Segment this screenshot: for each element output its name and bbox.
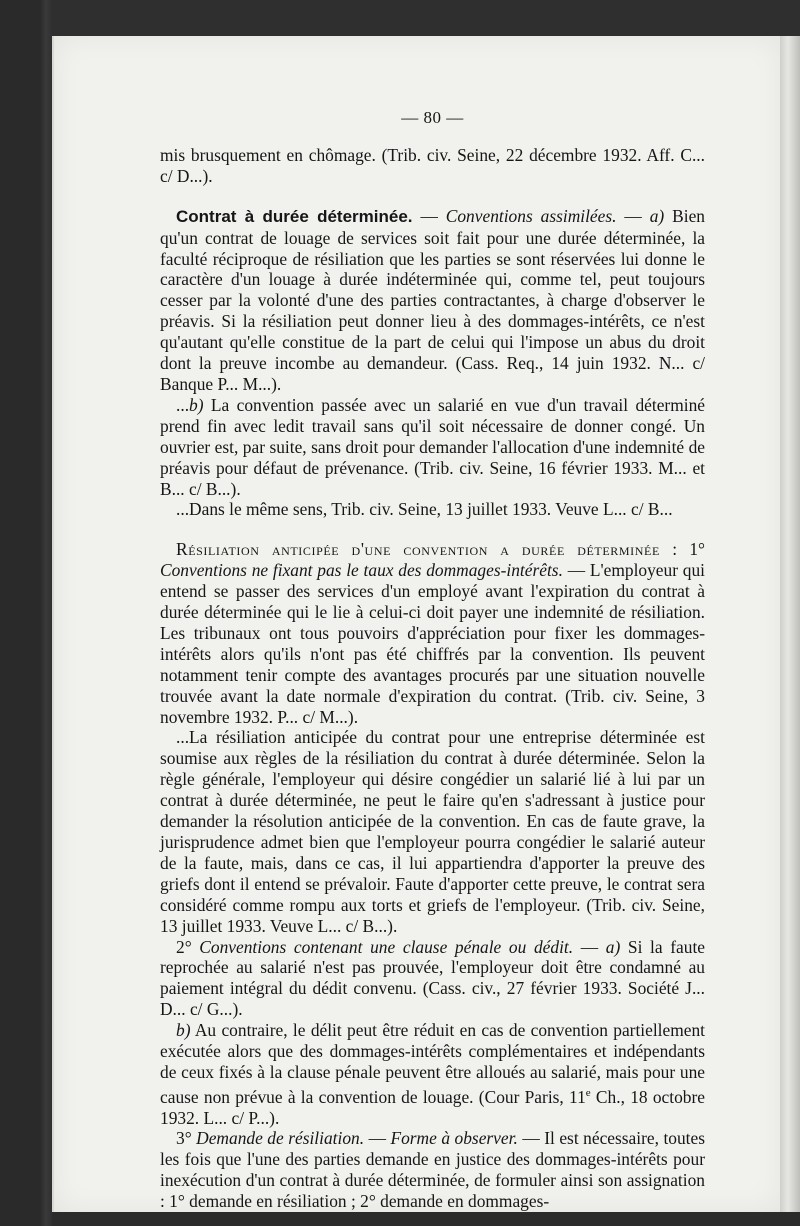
paragraph-text: Au contraire, le délit peut être réduit en cas de convention partiellement exécutée alors que des dommages-intérêts complémentaires et indépendants de ceux fixés à la clause pénale peuvent être alloués au salarié, mais pour une cause non prévue à la convention de louage. (Cour Paris, 11 [160,1020,705,1107]
paragraph-b-dedit [160,1020,705,1128]
section-heading: Résiliation anticipée d'une convention a durée déterminée : [176,539,678,560]
paragraph-text: Bien qu'un contrat de louage de services soit fait pour une durée déterminée, la faculté réciproque de résiliation que les parties se sont réservées lui donne le caractère d'un louage à durée indéterminée qui, comme tel, peut toujours cesser par la volonté d'une des parties contractantes, à charge d'observer le préavis. Si la résiliation peut donner lieu à des dommages-intérêts, ce n'est qu'autant qu'elle constitue de la part de celui qui l'impose un abus du droit dont la preuve incombe au demandeur. (Cass. Req., 14 juin 1932. N... c/ Banque P... M...). [160,205,706,394]
paragraph-text: La convention passée avec un salarié en vue d'un travail déterminé prend fin avec ledit travail sans qu'il soit nécessaire de donner congé. Un ouvrier est, par suite, sans droit pour demander l'allocation d'une indemnité de préavis pour défaut de prévenance. (Trib. civ. Seine, 16 février 1933. M... et B... c/ B...). [160,394,705,499]
section-subheading: Conventions assimilées. [445,205,617,226]
section-resiliation-anticipee [160,539,705,727]
item-letter: a) [649,205,665,226]
section-contrat-duree-determinee [160,206,705,395]
superscript: e [585,1086,591,1099]
page-number: — 80 — [401,108,464,127]
section-clause-penale [160,937,705,1021]
section-heading: Contrat à durée déterminée. [176,206,413,226]
item-letter: a) [605,936,621,957]
section-subheading: Conventions ne fixant pas le taux des dommages-intérêts. [160,560,563,581]
section-subheading-2: Forme à observer. [390,1128,518,1149]
paragraph-continuation [160,145,705,187]
item-number: 1° [677,539,705,560]
paragraph-text-tail: Ch., 18 octobre 1932. L... c/ P...). [160,1086,705,1128]
dash: — [562,560,590,581]
dash: — [573,936,606,957]
page-text [160,108,705,1212]
item-number: 2° [176,936,200,957]
item-letter: b) [176,1020,191,1041]
scan-background-bottom [52,1212,800,1226]
page-edge [780,36,800,1226]
section-subheading: Demande de résiliation. [196,1128,365,1149]
item-letter: b) [189,394,204,415]
paragraph-text: ...La résiliation anticipée du contrat pour une entreprise déterminée est soumise aux règles de la résiliation du contrat à durée déterminée. Selon la règle générale, l'employeur qui désire congédier un salarié lié à lui par un contrat à durée déterminée, ne peut le faire qu'en s'adressant à justice pour demander la résolution anticipée de la convention. En cas de faute grave, la jurisprudence admet bien que l'employeur pourra congédier le salarié auteur de la faute, mais, dans ce cas, il lui appartiendra d'apporter la preuve des griefs dont il entend se prévaloir. Faute d'apporter cette preuve, le contrat sera considéré comme rompu aux torts et griefs de l'employeur. (Trib. civ. Seine, 13 juillet 1933. Veuve L... c/ B...). [160,727,705,936]
dash: — [517,1128,545,1149]
paragraph-entreprise-determinee [160,727,705,936]
section-demande-resiliation [160,1128,705,1212]
item-number: 3° [176,1128,197,1149]
paragraph-text: Il est nécessaire, toutes les fois que l'une des parties demande en justice des dommages-intérêts pour inexécution d'un contrat à durée déterminée, de formuler ainsi son assignation : 1° demande en résiliation ; 2° demande en dommages- [160,1128,705,1212]
paragraph-text: Si la faute reprochée au salarié n'est pas prouvée, l'employeur doit être condamné au paiement intégral du dédit convenu. (Cass. civ., 27 février 1933. Société J... D... c/ G...). [160,936,706,1020]
dash: — [616,205,650,226]
section-subheading: Conventions contenant une clause pénale ou dédit. [199,936,574,957]
ellipsis: ... [176,394,190,415]
paragraph-text: L'employeur qui entend se passer des services d'un employé avant l'expiration du contrat à durée déterminée qui le lie à celui-ci doit payer une indemnité de résiliation. Les tribunaux ont tous pouvoirs d'appréciation pour fixer les dommages-intérêts alors qu'ils n'ont pas été chiffrés par la convention. Ils peuvent notamment tenir compte des avantages procurés par une situation nouvelle trouvée avant la date normale d'expiration du contrat. (Trib. civ. Seine, 3 novembre 1932. P... c/ M...). [160,560,705,727]
dash: — [412,205,446,226]
paragraph-text: mis brusquement en chômage. (Trib. civ. Seine, 22 décembre 1932. Aff. C... c/ D...). [160,144,705,186]
paragraph-b [160,395,705,500]
dash: — [364,1128,391,1149]
paragraph-meme-sens [160,499,705,520]
paragraph-text: ...Dans le même sens, Trib. civ. Seine, 13 juillet 1933. Veuve L... c/ B... [176,499,673,520]
